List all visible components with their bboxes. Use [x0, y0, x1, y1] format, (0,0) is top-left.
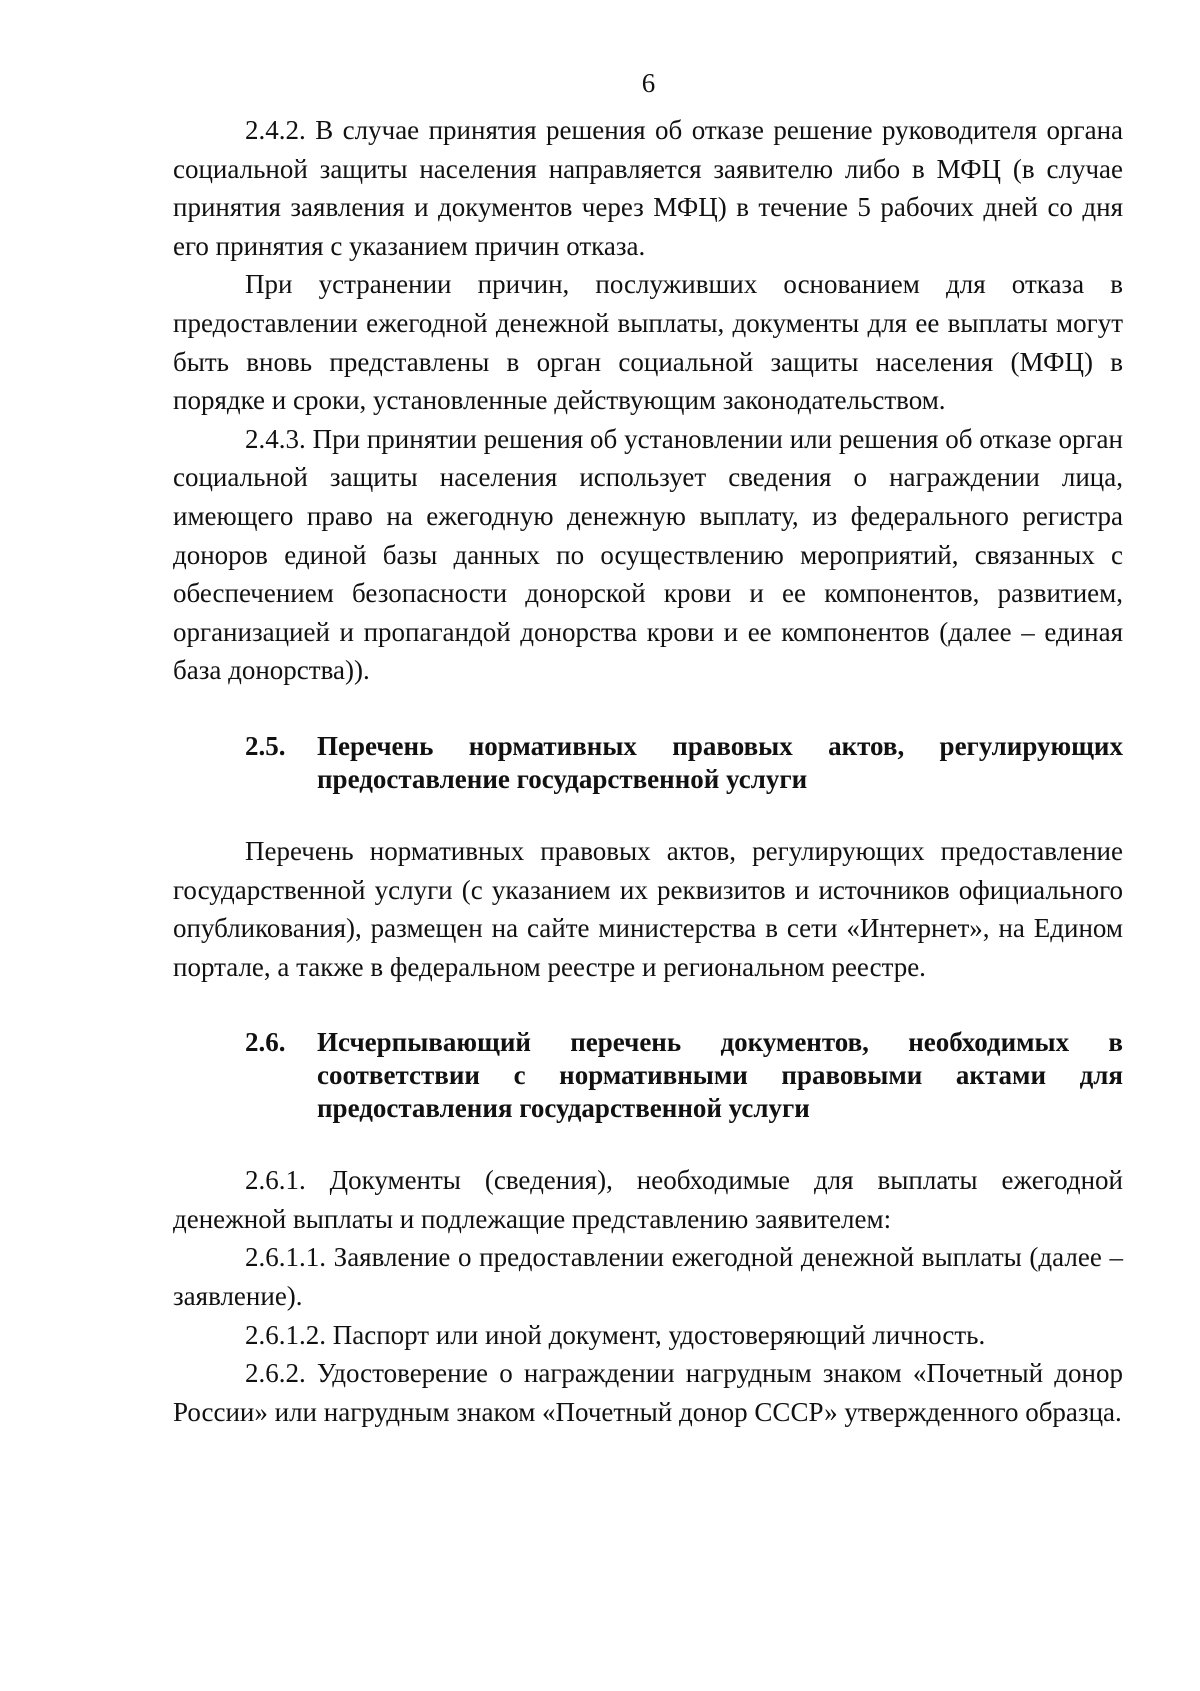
paragraph-2-4-2: 2.4.2. В случае принятия решения об отказе решение руководителя органа социальной защиты населения направляется заявителю либо в МФЦ (в случае принятия заявления и документов через МФЦ) в течение 5 рабочих дней со дня его принятия с указанием причин отказа.: [173, 115, 1123, 261]
paragraph-refusal-reasons: При устранении причин, послуживших основанием для отказа в предоставлении ежегодной денежной выплаты, документы для ее выплаты могут быть вновь представлены в орган социальной защиты населения (МФЦ) в порядке и сроки, установленные действующим законодательством.: [173, 269, 1123, 416]
section-spacer: [173, 986, 1123, 1026]
paragraph-2-6-1-2: 2.6.1.2. Паспорт или иной документ, удостоверяющий личность.: [245, 1319, 986, 1350]
section-number: 2.5.: [245, 730, 286, 761]
paragraph-2-6-1: 2.6.1. Документы (сведения), необходимые для выплаты ежегодной денежной выплаты и подлежащие представлению заявителем:: [173, 1165, 1123, 1234]
section-title: Перечень нормативных правовых актов, регулирующих предоставление государственной услуги: [317, 730, 1123, 794]
paragraph-2-6-2: 2.6.2. Удостоверение о награждении нагрудным знаком «Почетный донор России» или нагрудным знаком «Почетный донор СССР» утвержденного образца.: [173, 1358, 1123, 1427]
section-heading-2-5: [173, 730, 1123, 796]
paragraph-2-6-1-1: 2.6.1.1. Заявление о предоставлении ежегодной денежной выплаты (далее – заявление).: [173, 1242, 1123, 1312]
section-heading-2-6: [173, 1026, 1123, 1125]
section-title: Исчерпывающий перечень документов, необходимых в соответствии с нормативными правовыми актами для предоставления государственной услуги: [317, 1027, 1123, 1124]
paragraph-2-5-body: Перечень нормативных правовых актов, регулирующих предоставление государственной услуги (с указанием их реквизитов и источников официального опубликования), размещен на сайте министерства в сети «Интернет», на Едином портале, а также в федеральном реестре и региональном реестре.: [173, 835, 1123, 982]
section-spacer: [173, 690, 1123, 730]
page-number: 6: [641, 68, 656, 98]
section-spacer: [173, 796, 1123, 832]
document-body: [173, 111, 1123, 1431]
section-spacer: [173, 1125, 1123, 1161]
section-number: 2.6.: [245, 1027, 286, 1058]
paragraph-2-4-3: 2.4.3. При принятии решения об установлении или решения об отказе орган социальной защиты населения использует сведения о награждении лица, имеющего право на ежегодную денежную выплату, из федерального регистра доноров единой базы данных по осуществлению мероприятий, связанных с обеспечением безопасности донорской крови и ее компонентов, развитием, организацией и пропагандой донорства крови и ее компонентов (далее – единая база донорства)).: [173, 423, 1123, 686]
